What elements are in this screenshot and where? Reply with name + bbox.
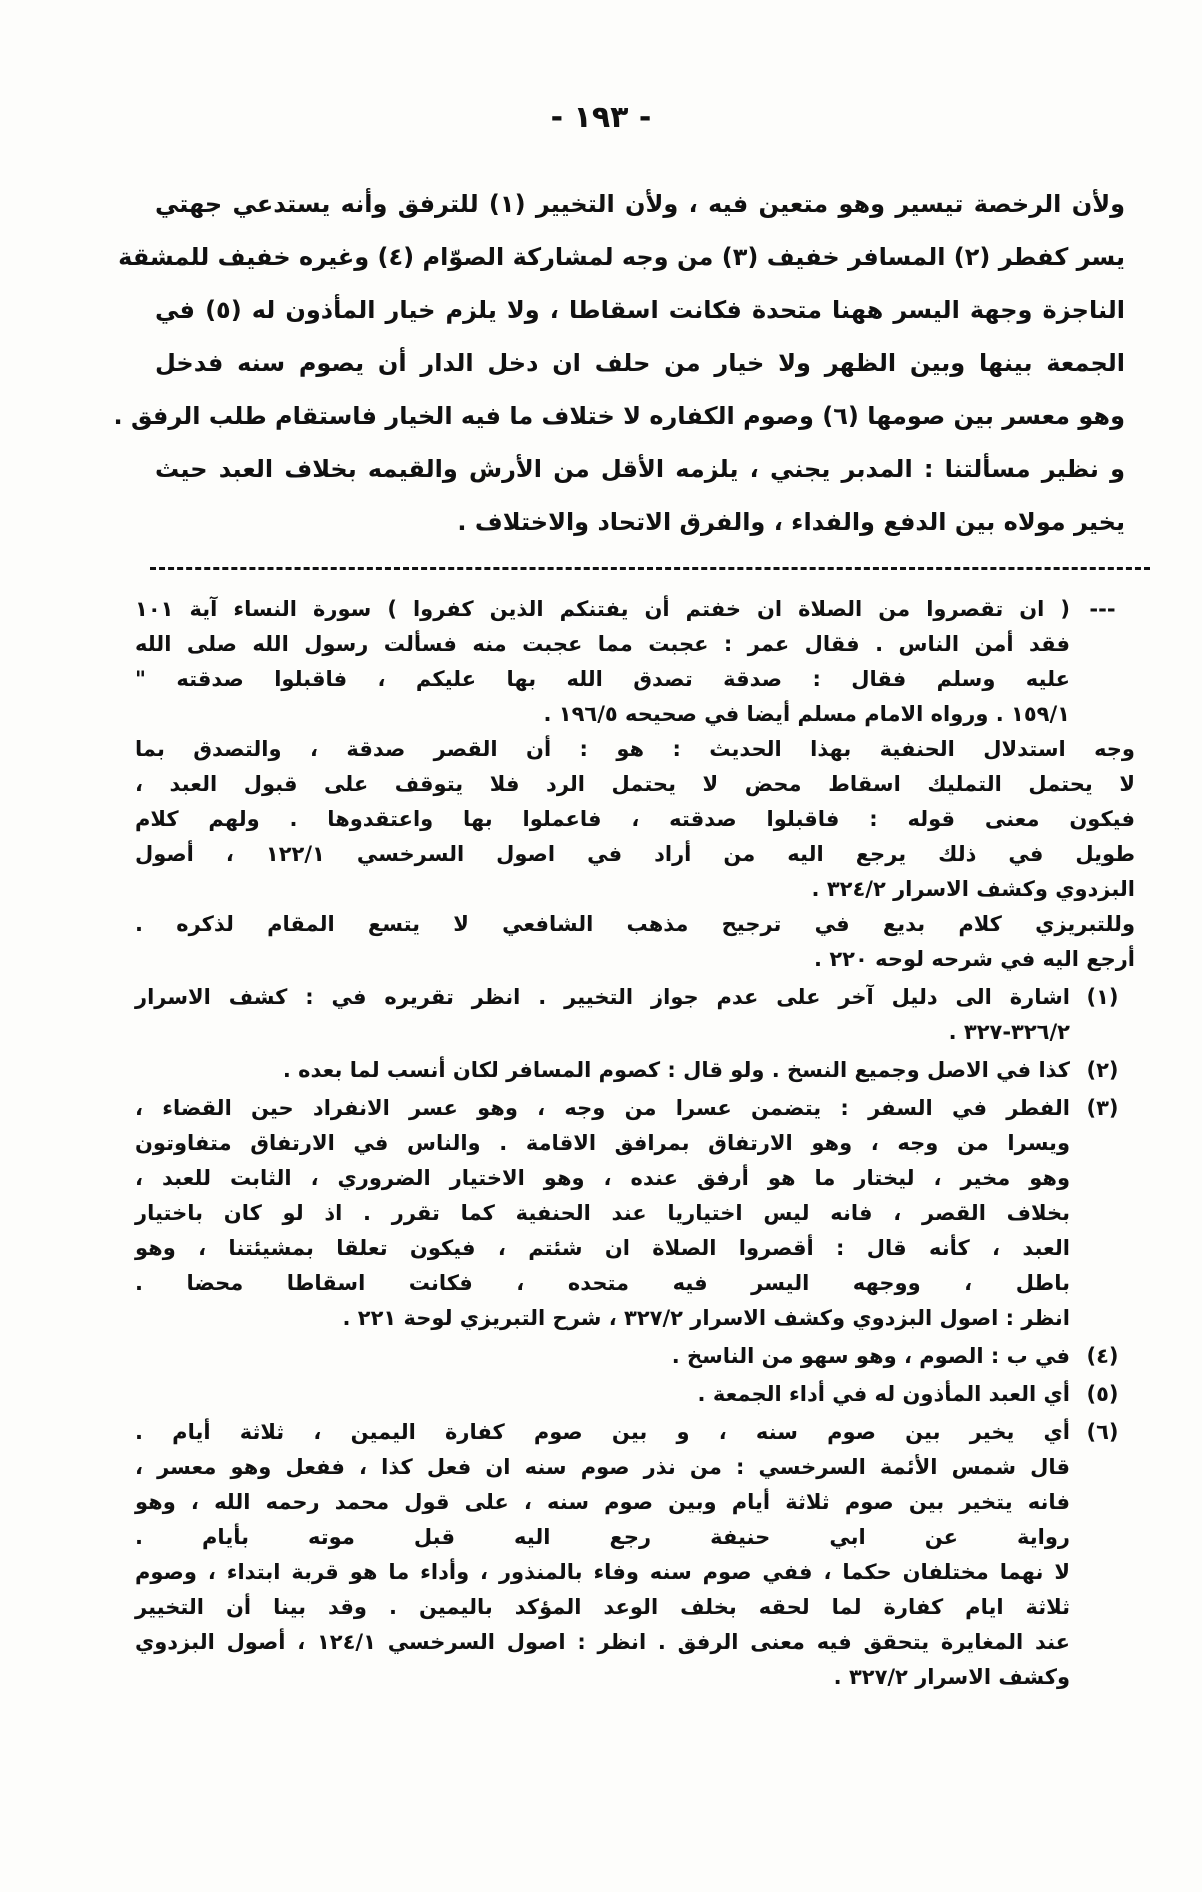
footnote-body [135, 732, 1135, 907]
footnote-line: ٣٢٦/٢-٣٢٧ . [948, 1020, 1070, 1044]
footnote-line: وللتبريزي كلام بديع في ترجيح مذهب الشافعي لا يتسع المقام لذكره . [135, 912, 1135, 936]
footnote [135, 907, 1135, 977]
footnotes [135, 592, 1135, 1695]
footnote-line: قال شمس الأئمة السرخسي : من نذر صوم سنه ان فعل كذا ، ففعل وهو معسر ، [135, 1455, 1070, 1479]
footnote-line: البزدوي وكشف الاسرار ٣٢٤/٢ . [811, 877, 1135, 901]
footnote-line: وجه استدلال الحنفية بهذا الحديث : هو : أن القصر صدقة ، والتصدق بما [135, 737, 1135, 761]
footnote-line: عليه وسلم فقال : صدقة تصدق الله بها عليكم ، فاقبلوا صدقته " [135, 667, 1070, 691]
footnote-body [135, 1091, 1070, 1336]
footnote-line: في ب : الصوم ، وهو سهو من الناسخ . [671, 1344, 1070, 1368]
footnote [135, 732, 1135, 907]
footnote-line: وهو مخير ، ليختار ما هو أرفق عنده ، وهو الاختيار الضروري ، الثابت للعبد ، [135, 1166, 1070, 1190]
footnote-body [135, 1415, 1070, 1695]
footnote-line: ١٥٩/١ . ورواه الامام مسلم أيضا في صحيحه ١٩٦/٥ . [543, 702, 1070, 726]
main-text-line: الجمعة بينها وبين الظهر ولا خيار من حلف ان دخل الدار أن يصوم سنه فدخل [155, 349, 1125, 377]
footnote-body [135, 592, 1070, 732]
footnote-divider [150, 567, 1150, 570]
footnote [135, 980, 1135, 1050]
footnote-line: رواية عن ابي حنيفة رجع اليه قبل موته بأيام . [135, 1525, 1070, 1549]
footnote-marker: (٢) [1086, 1058, 1119, 1082]
footnote [135, 592, 1135, 732]
footnote-marker: (١) [1086, 985, 1119, 1009]
footnote-line: أرجع اليه في شرحه لوحه ٢٢٠ . [814, 947, 1135, 971]
footnote-line: كذا في الاصل وجميع النسخ . ولو قال : كصوم المسافر لكان أنسب لما بعده . [282, 1058, 1070, 1082]
footnote-line: اشارة الى دليل آخر على عدم جواز التخيير . انظر تقريره في : كشف الاسرار [135, 985, 1070, 1009]
footnote-body [135, 1053, 1070, 1088]
main-text [113, 178, 1125, 549]
footnote-line: فقد أمن الناس . فقال عمر : عجبت مما عجبت منه فسألت رسول الله صلى الله [135, 632, 1070, 656]
footnote-line: ثلاثة ايام كفارة لما لحقه بخلف الوعد المؤكد باليمين . وقد بينا أن التخيير [135, 1595, 1070, 1619]
footnote-line: أي يخير بين صوم سنه ، و بين صوم كفارة اليمين ، ثلاثة أيام . [135, 1420, 1070, 1444]
page-number: - ١٩٣ - [550, 100, 652, 135]
footnote-line: طويل في ذلك يرجع اليه من أراد في اصول السرخسي ١٢٢/١ ، أصول [135, 842, 1135, 866]
footnote-marker: (٤) [1086, 1344, 1119, 1368]
main-text-line: وهو معسر بين صومها (٦) وصوم الكفاره لا ختلاف ما فيه الخيار فاستقام طلب الرفق . [113, 402, 1125, 430]
footnote-line: أي العبد المأذون له في أداء الجمعة . [697, 1382, 1070, 1406]
footnote-marker: (٣) [1086, 1096, 1119, 1120]
footnote-line: لا يحتمل التمليك اسقاط محض لا يحتمل الرد فلا يتوقف على قبول العبد ، [135, 772, 1135, 796]
footnote-marker: (٦) [1086, 1420, 1119, 1444]
footnote-body [135, 980, 1070, 1050]
footnote-line: الفطر في السفر : يتضمن عسرا من وجه ، وهو عسر الانفراد حين القضاء ، [135, 1096, 1070, 1120]
footnote-body [135, 1377, 1070, 1412]
footnote-line: العبد ، كأنه قال : أقصروا الصلاة ان شئتم ، فيكون تعلقا بمشيئتنا ، وهو [135, 1236, 1070, 1260]
footnote [135, 1091, 1135, 1336]
footnote-line: ( ان تقصروا من الصلاة ان خفتم أن يفتنكم الذين كفروا ) سورة النساء آية ١٠١ [135, 597, 1070, 621]
footnote-line: بخلاف القصر ، فانه ليس اختياريا عند الحنفية كما تقرر . اذ لو كان باختيار [135, 1201, 1070, 1225]
footnote-body [135, 907, 1135, 977]
main-text-line: و نظير مسألتنا : المدبر يجني ، يلزمه الأقل من الأرش والقيمه بخلاف العبد حيث [155, 455, 1125, 483]
footnote [135, 1053, 1135, 1088]
main-text-line: ولأن الرخصة تيسير وهو متعين فيه ، ولأن التخيير (١) للترفق وأنه يستدعي جهتي [155, 190, 1125, 218]
footnote-line: باطل ، ووجهه اليسر فيه متحده ، فكانت اسقاطا محضا . [135, 1271, 1070, 1295]
footnote [135, 1415, 1135, 1695]
main-text-line: يخير مولاه بين الدفع والفداء ، والفرق الاتحاد والاختلاف . [457, 508, 1125, 536]
footnote-marker: (٥) [1086, 1382, 1119, 1406]
footnote [135, 1377, 1135, 1412]
footnote-line: عند المغايرة يتحقق فيه معنى الرفق . انظر : اصول السرخسي ١٢٤/١ ، أصول البزدوي [135, 1630, 1070, 1654]
footnote-line: لا نهما مختلفان حكما ، ففي صوم سنه وفاء بالمنذور ، وأداء ما هو قربة ابتداء ، وصوم [135, 1560, 1070, 1584]
footnote [135, 1339, 1135, 1374]
footnote-line: فانه يتخير بين صوم ثلاثة أيام وبين صوم سنه ، على قول محمد رحمه الله ، وهو [135, 1490, 1070, 1514]
main-text-line: الناجزة وجهة اليسر ههنا متحدة فكانت اسقاطا ، ولا يلزم خيار المأذون له (٥) في [155, 296, 1125, 324]
footnote-body [135, 1339, 1070, 1374]
main-text-line: يسر كفطر (٢) المسافر خفيف (٣) من وجه لمشاركة الصوّام (٤) وغيره خفيف للمشقة [118, 243, 1125, 271]
footnote-marker: --- [1089, 597, 1116, 621]
footnote-line: ويسرا من وجه ، وهو الارتفاق بمرافق الاقامة . والناس في الارتفاق متفاوتون [135, 1131, 1070, 1155]
footnote-line: وكشف الاسرار ٣٢٧/٢ . [833, 1665, 1070, 1689]
footnote-line: انظر : اصول البزدوي وكشف الاسرار ٣٢٧/٢ ، شرح التبريزي لوحة ٢٢١ . [342, 1306, 1070, 1330]
footnote-line: فيكون معنى قوله : فاقبلوا صدقته ، فاعملوا بها واعتقدوها . ولهم كلام [135, 807, 1135, 831]
